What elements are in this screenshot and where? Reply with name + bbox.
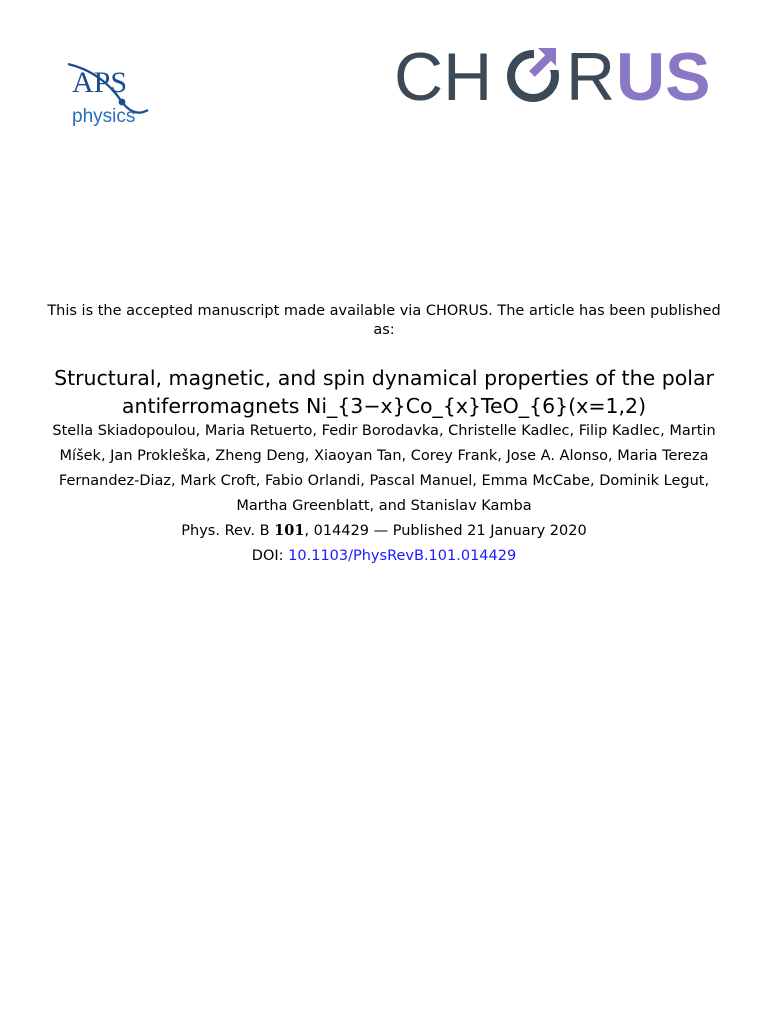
chorus-logo-ch: CH: [394, 40, 493, 108]
doi-link[interactable]: 10.1103/PhysRevB.101.014429: [288, 548, 517, 564]
doi-line: [40, 544, 728, 568]
volume-number: 101: [274, 522, 305, 539]
physics-logo-text: physics: [72, 106, 136, 127]
author-list: Stella Skiadopoulou, Maria Retuerto, Fedir Borodavka, Christelle Kadlec, Filip Kadlec, Martin Míšek, Jan Prokleška, Zheng Deng, Xiaoyan Tan, Corey Frank, Jose A. Alonso, Maria Tereza Fernandez-Diaz, Mark Croft, Fabio Orlandi, Pascal Manuel, Emma McCabe, Dominik Legut, Martha Greenblatt, and Stanislav Kamba: [52, 423, 716, 514]
chorus-logo-r: R: [566, 40, 616, 108]
aps-orbit-dot: [119, 99, 126, 106]
citation-details: , 014429 — Published 21 January 2020: [304, 523, 587, 539]
article-title: Structural, magnetic, and spin dynamical properties of the polar antiferromagnets Ni_{3−x}Co_{x}TeO_{6}(x=1,2): [54, 366, 714, 418]
aps-logo-text: APS: [72, 66, 128, 99]
journal-name: Phys. Rev. B: [181, 523, 275, 539]
aps-physics-logo: [62, 52, 154, 130]
doi-label: DOI:: [251, 548, 289, 564]
chorus-logo: [394, 40, 716, 108]
citation: [40, 519, 728, 543]
chorus-o-arrow-icon: [511, 46, 560, 98]
manuscript-notice: This is the accepted manuscript made available via CHORUS. The article has been published as:: [47, 303, 721, 338]
chorus-logo-us: US: [616, 40, 711, 108]
